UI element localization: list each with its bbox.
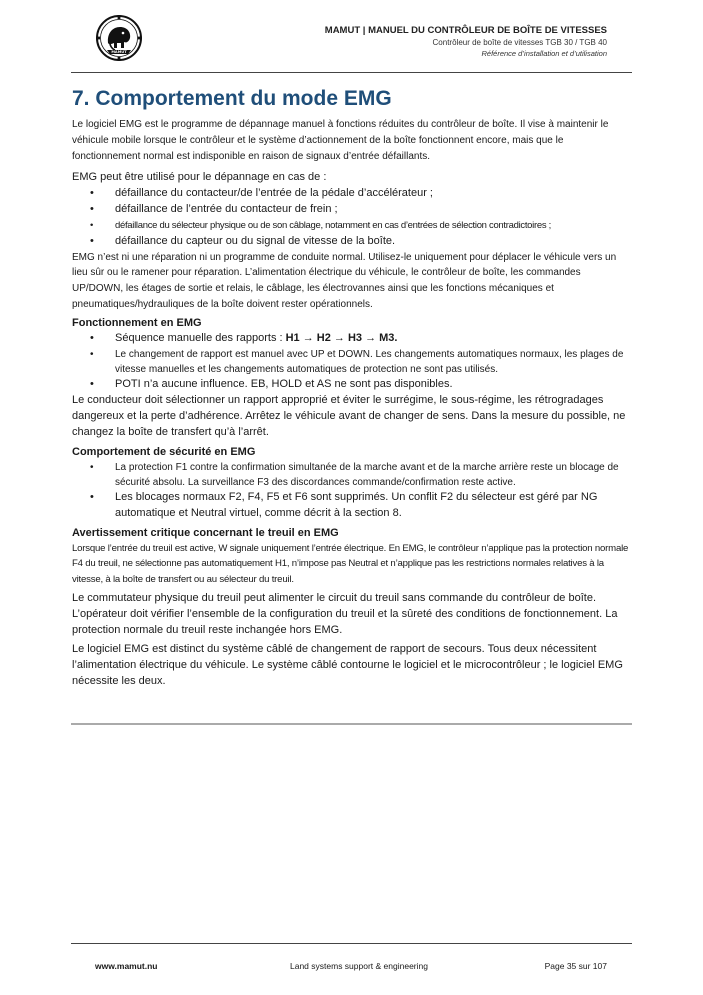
list-item (72, 490, 632, 522)
header-title: MAMUT | MANUEL DU CONTRÔLEUR DE BOÎTE DE VITESSES (324, 25, 607, 36)
use-case-list (72, 186, 632, 249)
list-item (72, 377, 632, 393)
driver-note: Le conducteur doit sélectionner un rapport approprié et éviter le surrégime, le sous-régime, les rétrogradages dangereux et la perte d’adhérence. Arrêtez le véhicule avant de changer de sens. Dans la mesure du possible, ne changez la boîte de transfert qu’à l’arrêt. (72, 394, 626, 439)
bullet-icon: • (90, 490, 94, 503)
list-item (72, 460, 632, 490)
header-subtitle-italic: Référence d’installation et d’utilisation (481, 49, 607, 58)
list-item-text: POTI n’a aucune influence. EB, HOLD et AS ne sont pas disponibles. (115, 378, 453, 391)
footer-website: www.mamut.nu (95, 961, 158, 971)
list-item-text: Le changement de rapport est manuel avec UP et DOWN. Les changements automatiques normaux, les plages de vitesse manuelles et les changements automatiques de protection ne sont pas utilisés. (115, 349, 624, 376)
bullet-icon: • (90, 187, 94, 200)
winch-heading: Avertissement critique concernant le treuil en EMG (72, 526, 339, 539)
bullet-icon: • (90, 234, 94, 247)
header-subtitle: Contrôleur de boîte de vitesses TGB 30 / TGB 40 (432, 38, 607, 47)
winch-switch-paragraph: Le commutateur physique du treuil peut alimenter le circuit du treuil sans commande du contrôleur de boîte. L’opérateur doit vérifier l’ensemble de la configuration du treuil et la sûreté des conditions de fonctionnement. La protection normale du treuil reste inchangée hors EMG. (72, 592, 618, 636)
operation-list (72, 331, 632, 393)
bullet-icon: • (90, 378, 94, 391)
footer-divider (71, 943, 632, 944)
list-item-text: défaillance du contacteur/de l’entrée de la pédale d’accélérateur ; (115, 187, 433, 200)
section-title: 7. Comportement du mode EMG (72, 87, 392, 110)
mamut-logo (95, 14, 143, 62)
sequence-label: Séquence manuelle des rapports : (115, 332, 286, 345)
list-item (72, 186, 632, 202)
operation-heading: Fonctionnement en EMG (72, 317, 202, 330)
page-content (72, 86, 632, 690)
footer-page-number: Page 35 sur 107 (544, 961, 607, 971)
safety-heading: Comportement de sécurité en EMG (72, 445, 256, 458)
list-item-text: Les blocages normaux F2, F4, F5 et F6 sont supprimés. Un conflit F2 du sélecteur est géré par NG automatique et Neutral virtuel, comme décrit à la section 8. (115, 490, 598, 519)
sequence-value: H1 → H2 → H3 → M3. (285, 332, 398, 345)
bullet-icon: • (90, 203, 94, 216)
intro-paragraph: Le logiciel EMG est le programme de dépannage manuel à fonctions réduites du contrôleur de boîte. Il vise à maintenir le véhicule mobile lorsque le contrôleur et le système d’actionnement de la boîte fonctionnent encore, mais que le fonctionnement normal est indisponible en raison de signaux d’entrée défaillants. (72, 119, 609, 162)
bullet-icon: • (90, 332, 94, 345)
list-item (72, 202, 632, 218)
bullet-icon: • (90, 220, 94, 232)
list-item-text: La protection F1 contre la confirmation simultanée de la marche avant et de la marche arrière reste un blocage de sécurité absolu. La surveillance F3 des discordances commande/confirmation reste active. (115, 461, 619, 488)
list-item (72, 218, 632, 234)
footer-tagline: Land systems support & engineering (290, 961, 428, 971)
bullet-icon: • (90, 349, 94, 361)
safety-list (72, 460, 632, 522)
list-item (72, 234, 632, 250)
list-item-text: défaillance de l’entrée du contacteur de frein ; (115, 203, 338, 216)
emg-software-paragraph: Le logiciel EMG est distinct du système câblé de changement de rapport de secours. Tous deux nécessitent l’alimentation électrique du véhicule. Le système câblé contourne le logiciel et le microcontrôleur ; le logiciel EMG nécessite les deux. (72, 642, 623, 687)
not-repair-paragraph: EMG n’est ni une réparation ni un programme de conduite normal. Utilisez-le uniquement pour déplacer le véhicule vers un lieu sûr ou le ramener pour réparation. L’alimentation électrique du véhicule, le contrôleur de boîte, les commandes UP/DOWN, les étages de sortie et relais, le câblage, les électrovannes ainsi que les fonctions mécaniques et pneumatiques/hydrauliques de la boîte doivent rester opérationnels. (72, 251, 617, 310)
svg-text:MAMUT: MAMUT (111, 50, 127, 55)
bullet-icon: • (90, 461, 94, 473)
list-item (72, 331, 632, 347)
list-item-text: défaillance du sélecteur physique ou de son câblage, notamment en cas d’entrées de sélection contradictoires ; (115, 220, 551, 232)
list-item-text: défaillance du capteur ou du signal de vitesse de la boîte. (115, 234, 396, 247)
winch-warning: Lorsque l’entrée du treuil est active, W signale uniquement l’entrée électrique. En EMG, le contrôleur n’applique pas la protection normale F4 du treuil, ne sélectionne pas automatiquement H1, n’impose pas Neutral et n’applique pas les restrictions normales relatives à la vitesse, à la boîte de transfert ou au sélecteur du treuil. (72, 542, 629, 586)
use-intro: EMG peut être utilisé pour le dépannage en cas de : (72, 171, 327, 184)
content-end-divider (71, 723, 632, 725)
list-item (72, 347, 632, 377)
header-divider (71, 72, 632, 73)
